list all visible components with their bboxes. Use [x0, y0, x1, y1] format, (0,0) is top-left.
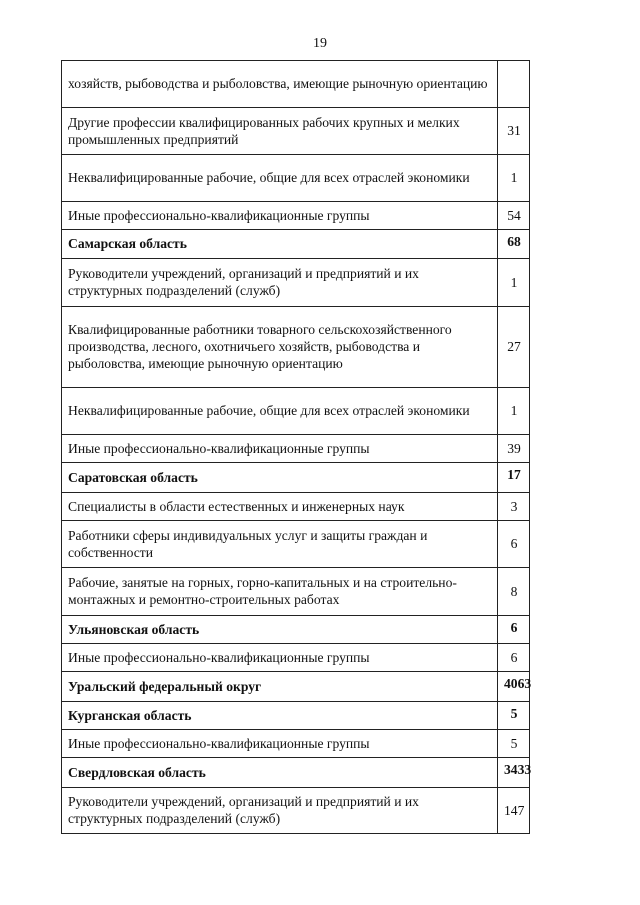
row-label: Самарская область	[62, 230, 498, 259]
row-label: Иные профессионально-квалификационные группы	[62, 435, 498, 463]
row-value: 4063	[498, 672, 530, 702]
row-value: 8	[498, 568, 530, 616]
table-row	[62, 435, 530, 463]
page-number: 19	[313, 36, 327, 51]
row-label: Специалисты в области естественных и инженерных наук	[62, 493, 498, 521]
row-label: Иные профессионально-квалификационные группы	[62, 202, 498, 230]
row-label: Неквалифицированные рабочие, общие для всех отраслей экономики	[62, 155, 498, 202]
row-value: 3	[498, 493, 530, 521]
table-row	[62, 388, 530, 435]
table-row	[62, 108, 530, 155]
table-row	[62, 568, 530, 616]
row-label: Иные профессионально-квалификационные группы	[62, 730, 498, 758]
row-value: 5	[498, 702, 530, 730]
region-row	[62, 758, 530, 788]
row-label: Уральский федеральный округ	[62, 672, 498, 702]
table-row	[62, 259, 530, 307]
row-value: 27	[498, 307, 530, 388]
row-label: Неквалифицированные рабочие, общие для всех отраслей экономики	[62, 388, 498, 435]
table-row	[62, 788, 530, 834]
row-label: Саратовская область	[62, 463, 498, 493]
row-value: 1	[498, 259, 530, 307]
row-label: Иные профессионально-квалификационные группы	[62, 644, 498, 672]
row-label: Свердловская область	[62, 758, 498, 788]
row-value: 54	[498, 202, 530, 230]
row-value: 6	[498, 644, 530, 672]
row-value: 6	[498, 521, 530, 568]
row-label: Руководители учреждений, организаций и предприятий и их структурных подразделений (служб)	[62, 788, 498, 834]
row-value: 31	[498, 108, 530, 155]
table-row	[62, 521, 530, 568]
region-row	[62, 463, 530, 493]
table-row	[62, 307, 530, 388]
table-row	[62, 155, 530, 202]
row-label: Рабочие, занятые на горных, горно-капитальных и на строительно-монтажных и ремонтно-строительных работах	[62, 568, 498, 616]
row-label: Квалифицированные работники товарного сельскохозяйственного производства, лесного, охотничьего хозяйств, рыбоводства и рыболовства, имеющие рыночную ориентацию	[62, 307, 498, 388]
row-value	[498, 61, 530, 108]
region-row	[62, 616, 530, 644]
row-label: Другие профессии квалифицированных рабочих крупных и мелких промышленных предприятий	[62, 108, 498, 155]
row-value: 5	[498, 730, 530, 758]
row-label: Ульяновская область	[62, 616, 498, 644]
region-row	[62, 230, 530, 259]
row-label: Работники сферы индивидуальных услуг и защиты граждан и собственности	[62, 521, 498, 568]
row-value: 1	[498, 155, 530, 202]
data-table	[61, 60, 530, 834]
row-value: 1	[498, 388, 530, 435]
row-value: 17	[498, 463, 530, 493]
table-row	[62, 730, 530, 758]
row-label: Руководители учреждений, организаций и предприятий и их структурных подразделений (служб)	[62, 259, 498, 307]
table-row	[62, 202, 530, 230]
row-value: 147	[498, 788, 530, 834]
region-row	[62, 672, 530, 702]
row-value: 3433	[498, 758, 530, 788]
row-value: 6	[498, 616, 530, 644]
row-label: хозяйств, рыбоводства и рыболовства, имеющие рыночную ориентацию	[62, 61, 498, 108]
region-row	[62, 702, 530, 730]
row-label: Курганская область	[62, 702, 498, 730]
table-body	[62, 61, 530, 834]
table-row	[62, 493, 530, 521]
row-value: 68	[498, 230, 530, 259]
table-row	[62, 644, 530, 672]
row-value: 39	[498, 435, 530, 463]
table-row	[62, 61, 530, 108]
